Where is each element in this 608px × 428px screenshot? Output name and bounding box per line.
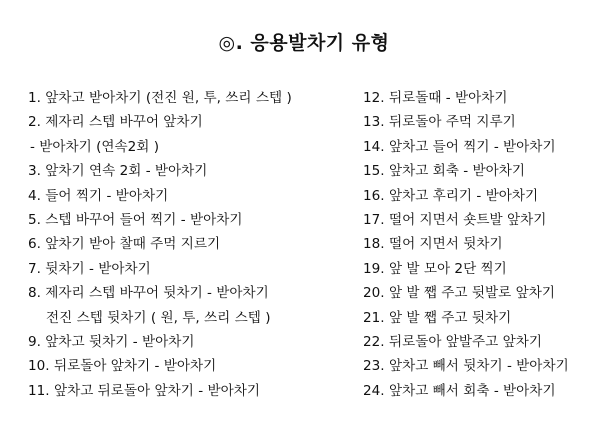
list-item: 14. 앞차고 들어 찍기 - 받아차기 [363,138,556,155]
technique-list-right [363,86,603,403]
list-item: 19. 앞 발 모아 2단 찍기 [363,260,507,277]
list-item: 24. 앞차고 빼서 회축 - 받아차기 [363,382,556,399]
list-item: 17. 떨어 지면서 숏트발 앞차기 [363,211,547,228]
list-item: 18. 떨어 지면서 뒷차기 [363,236,503,253]
list-item: 4. 들어 찍기 - 받아차기 [28,187,169,204]
list-item: 1. 앞차고 받아차기 (전진 원, 투, 쓰리 스텝 ) [28,90,292,106]
list-item: 21. 앞 발 쨉 주고 뒷차기 [363,309,512,326]
list-item: 13. 뒤로돌아 주먹 지루기 [363,114,516,131]
page-title: ◎. 응용발차기 유형 [218,32,390,54]
list-item: 7. 뒷차기 - 받아차기 [28,260,151,277]
list-item-continuation: 전진 스텝 뒷차기 ( 원, 투, 쓰리 스텝 ) [46,309,271,326]
list-item: 3. 앞차기 연속 2회 - 받아차기 [28,163,208,180]
list-item: 16. 앞차고 후리기 - 받아차기 [363,187,539,204]
list-item: 2. 제자리 스텝 바꾸어 앞차기 [28,114,203,131]
list-item: 22. 뒤로돌아 앞발주고 앞차기 [363,333,543,350]
list-item: 8. 제자리 스텝 바꾸어 뒷차기 - 받아차기 [28,285,269,302]
list-item-continuation: - 받아차기 (연속2회 ) [30,138,160,155]
list-item: 11. 앞차고 뒤로돌아 앞차기 - 받아차기 [28,382,260,399]
list-item: 23. 앞차고 빼서 뒷차기 - 받아차기 [363,358,569,375]
list-item: 15. 앞차고 회축 - 받아차기 [363,163,525,180]
list-item: 12. 뒤로돌때 - 받아차기 [363,90,508,106]
list-item: 10. 뒤로돌아 앞차기 - 받아차기 [28,358,217,375]
technique-list-left [28,86,358,403]
list-item: 6. 앞차기 받아 찰때 주먹 지르기 [28,236,221,253]
list-item: 5. 스텝 바꾸어 들어 찍기 - 받아차기 [28,211,243,228]
list-item: 20. 앞 발 쨉 주고 뒷발로 앞차기 [363,285,555,302]
list-item: 9. 앞차고 뒷차기 - 받아차기 [28,333,195,350]
